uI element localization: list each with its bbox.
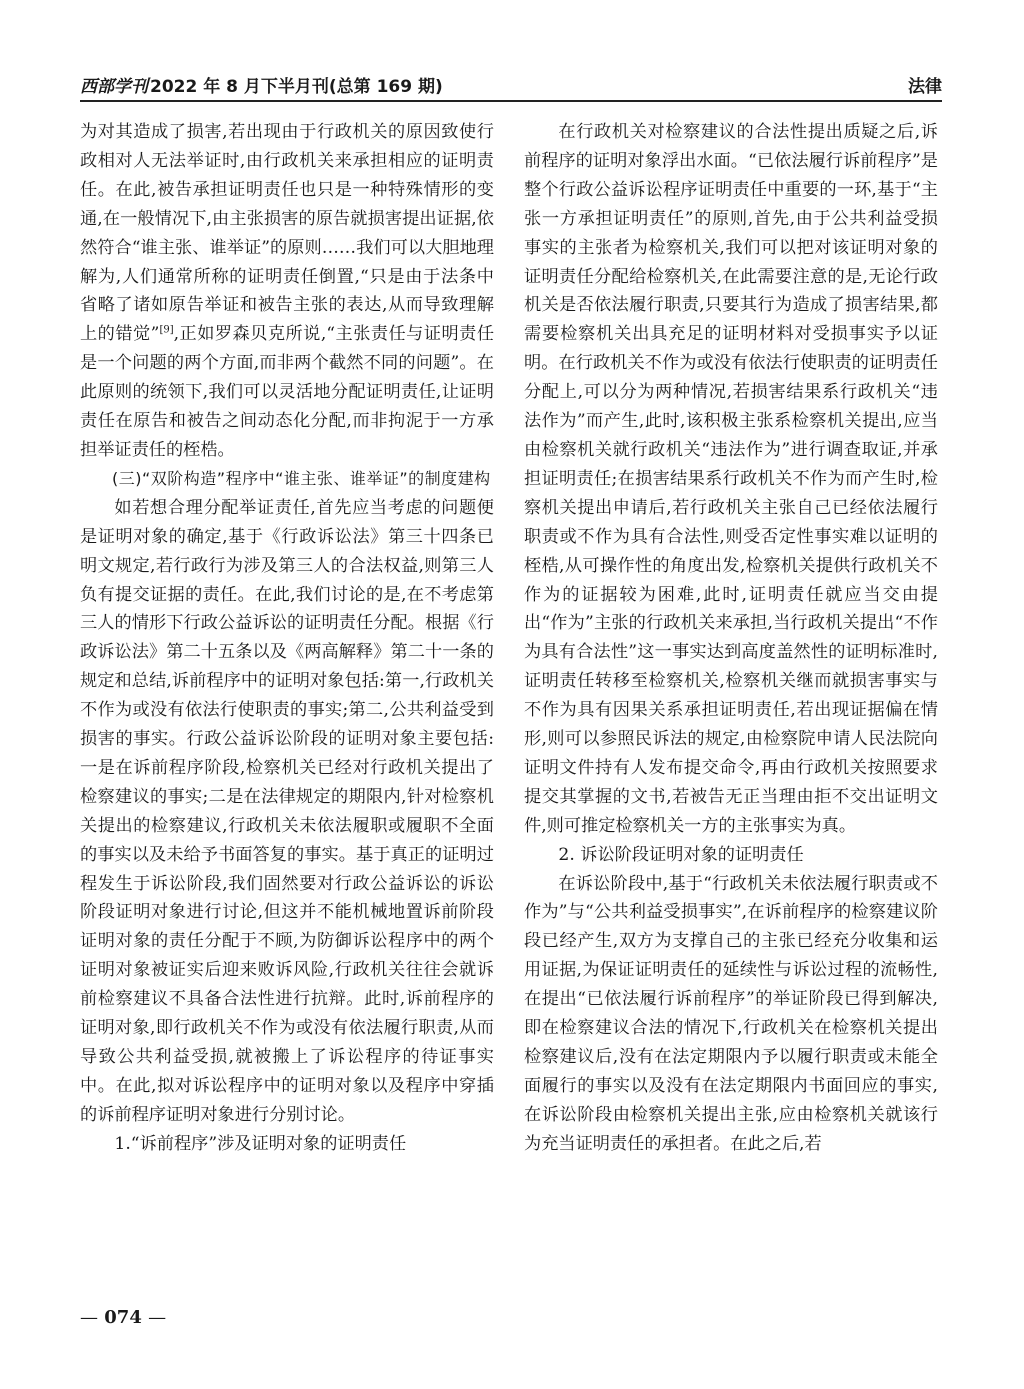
section-heading: (三)“双阶构造”程序中“谁主张、谁举证”的制度建构 [112, 468, 491, 488]
subsection-heading: 1.“诉前程序”涉及证明对象的证明责任 [114, 1133, 407, 1154]
paragraph: 如若想合理分配举证责任,首先应当考虑的问题便是证明对象的确定,基于《行政诉讼法》第三十四条已明文规定,若行政行为涉及第三人的合法权益,则第三人负有提交证据的责任。在此,我们讨论的是,在不考虑第三人的情形下行政公益诉讼的证明责任分配。根据《行政诉讼法》第二十五条以及《两高解释》第二十一条的规定和总结,诉前程序中的证明对象包括:第一,行政机关不作为或没有依法行使职责的事实;第二,公共利益受到损害的事实。行政公益诉讼阶段的证明对象主要包括:一是在诉前程序阶段,检察机关已经对行政机关提出了检察建议的事实;二是在法律规定的期限内,针对检察机关提出的检察建议,行政机关未依法履职或履职不全面的事实以及未给予书面答复的事实。基于真正的证明过程发生于诉讼阶段,我们固然要对行政公益诉讼的诉讼阶段证明对象进行讨论,但这并不能机械地置诉前阶段证明对象的责任分配于不顾,为防御诉讼程序中的两个证明对象被证实后迎来败诉风险,行政机关往往会就诉前检察建议不具备合法性进行抗辩。此时,诉前程序的证明对象,即行政机关不作为或没有依法履行职责,从而导致公共利益受损,就被搬上了诉讼程序的待证事实中。在此,拟对诉讼程序中的证明对象以及程序中穿插的诉前程序证明对象进行分别讨论。 [80, 497, 494, 1125]
left-column [80, 118, 494, 1159]
paragraph-text: ,正如罗森贝克所说,“主张责任与证明责任是一个问题的两个方面,而非两个截然不同的问题”。在此原则的统领下,我们可以灵活地分配证明责任,让证明责任在原告和被告之间动态化分配,而非拘泥于一方承担举证责任的桎梏。 [80, 324, 495, 460]
journal-logo: 西部学刊 [80, 77, 148, 97]
paragraph: 在行政机关对检察建议的合法性提出质疑之后,诉前程序的证明对象浮出水面。“已依法履行诉前程序”是整个行政公益诉讼程序证明责任中重要的一环,基于“主张一方承担证明责任”的原则,首先,由于公共利益受损事实的主张者为检察机关,我们可以把对该证明对象的证明责任分配给检察机关,在此需要注意的是,无论行政机关是否依法履行职责,只要其行为造成了损害结果,都需要检察机关出具充足的证明材料对受损事实予以证明。在行政机关不作为或没有依法行使职责的证明责任分配上,可以分为两种情况,若损害结果系行政机关“违法作为”而产生,此时,该积极主张系检察机关提出,应当由检察机关就行政机关“违法作为”进行调查取证,并承担证明责任;在损害结果系行政机关不作为而产生时,检察机关提出申请后,若行政机关主张自己已经依法履行职责或不作为具有合法性,则受否定性事实难以证明的桎梏,从可操作性的角度出发,检察机关提供行政机关不作为的证据较为困难,此时,证明责任就应当交由提出“作为”主张的行政机关来承担,当行政机关提出“不作为具有合法性”这一事实达到高度盖然性的证明标准时,证明责任转移至检察机关,检察机关继而就损害事实与不作为具有因果关系承担证明责任,若出现证据偏在情形,则可以参照民诉法的规定,由检察院申请人民法院向证明文件持有人发布提交命令,再由行政机关按照要求提交其掌握的文书,若被告无正当理由拒不交出证明文件,则可推定检察机关一方的主张事实为真。 [524, 122, 938, 836]
page-footer [80, 1307, 166, 1328]
paragraph-text: 为对其造成了损害,若出现由于行政机关的原因致使行政相对人无法举证时,由行政机关来承担相应的证明责任。在此,被告承担证明责任也只是一种特殊情形的变通,在一般情况下,由主张损害的原告就损害提出证据,依然符合“谁主张、谁举证”的原则……我们可以大胆地理解为,人们通常所称的证明责任倒置,“只是由于法条中省略了诸如原告举证和被告主张的表达,从而导致理解上的错觉” [80, 122, 494, 345]
issue-info: 2022 年 8 月下半月刊(总第 169 期) [150, 77, 443, 97]
running-header [80, 66, 942, 102]
footer-dash-left: — [80, 1307, 98, 1328]
right-column [524, 118, 938, 1159]
page-number: 074 [104, 1307, 142, 1328]
footer-dash-right: — [148, 1307, 167, 1328]
paragraph-continued [80, 118, 494, 465]
citation-ref: [9] [159, 324, 174, 336]
paragraph: 在诉讼阶段中,基于“行政机关未依法履行职责或不作为”与“公共利益受损事实”,在诉前程序的检察建议阶段已经产生,双方为支撑自己的主张已经充分收集和运用证据,为保证证明责任的延续性与诉讼过程的流畅性,在提出“已依法履行诉前程序”的举证阶段已得到解决,即在检察建议合法的情况下,行政机关在检察机关提出检察建议后,没有在法定期限内予以履行职责或未能全面履行的事实以及没有在法定期限内书面回应的事实,在诉讼阶段由检察机关提出主张,应由检察机关就该行为充当证明责任的承担者。在此之后,若 [524, 873, 938, 1154]
header-rule [80, 100, 942, 102]
subsection-heading: 2. 诉讼阶段证明对象的证明责任 [558, 844, 804, 865]
section-name: 法律 [908, 77, 942, 97]
header-left [80, 72, 443, 97]
